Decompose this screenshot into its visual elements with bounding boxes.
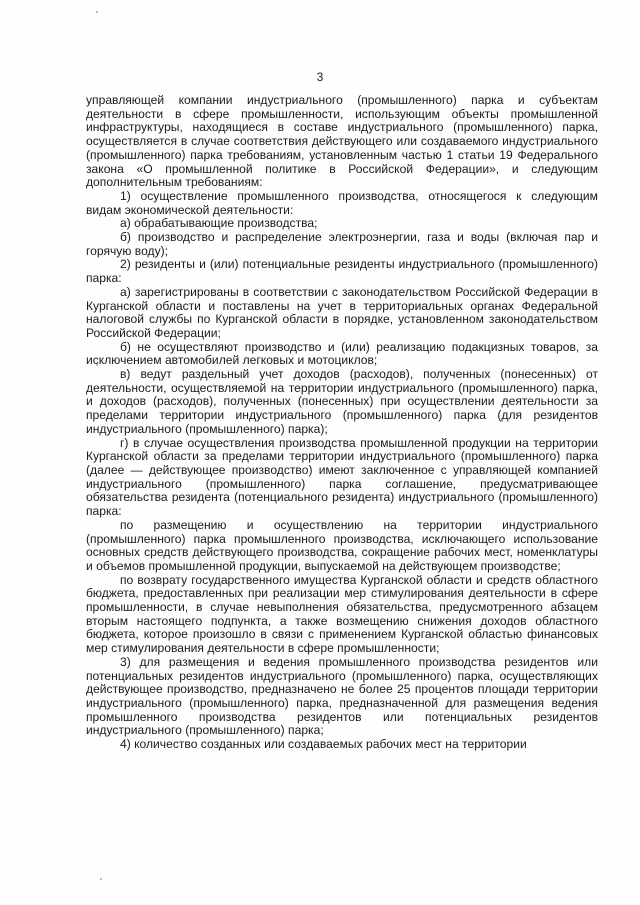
- scan-speck: [96, 11, 98, 13]
- paragraph-item-4: 4) количество созданных или создаваемых рабочих мест на территории: [120, 737, 527, 752]
- paragraph-item-2g: г) в случае осуществления производства промышленной продукции на территории Курганской области за пределами территории индустриального (промышленного) парка (далее — действующее производство) имеют заключенное с управляющей компанией индустриального (промышленного) парка соглашение, предусматривающее обязательства резидента (потенциального резидента) индустриального (промышленного) парка:: [86, 435, 598, 519]
- paragraph-item-2v: в) ведут раздельный учет доходов (расходов), полученных (понесенных) от деятельности, осуществляемой на территории индустриального (промышленного) парка, и доходов (расходов), полученных (понесенных) при осуществлении деятельности за пределами территории индустриального (промышленного) парка (для резидентов индустриального (промышленного) парка);: [86, 367, 598, 436]
- paragraph-item-1b: б) производство и распределение электроэнергии, газа и воды (включая пар и горячую воду);: [86, 230, 598, 258]
- paragraph-item-2b: б) не осуществляют производство и (или) реализацию подакцизных товаров, за исключением автомобилей легковых и мотоциклов;: [86, 339, 598, 368]
- paragraph-item-1: 1) осуществление промышленного производства, относящегося к следующим видам экономической деятельности:: [86, 188, 598, 217]
- paragraph-item-2a: а) зарегистрированы в соответствии с законодательством Российской Федерации в Курганской области и поставлены на учет в территориальных органах Федеральной налоговой службы по Курганской области в порядке, установленном законодательством Российской Федерации;: [86, 284, 598, 340]
- document-body: [86, 94, 598, 752]
- paragraph-item-2g-placement: по размещению и осуществлению на территории индустриального (промышленного) парка промышленного производства, исключающего использование основных средств действующего производства, сокращение рабочих мест, номенклатуры и объемов промышленной продукции, выпускаемой на действующем производстве;: [86, 517, 598, 573]
- paragraph-item-3: 3) для размещения и ведения промышленного производства резидентов или потенциальных резидентов индустриального (промышленного) парка, осуществляющих действующее производство, предназначено не более 25 процентов площади территории индустриального (промышленного) парка, предназначенной для размещения ведения промышленного производства резидентов или потенциальных резидентов индустриального (промышленного) парка;: [86, 654, 598, 738]
- page-number: 3: [316, 70, 324, 84]
- paragraph-item-2g-return: по возврату государственного имущества Курганской области и средств областного бюджета, предоставленных при реализации мер стимулирования деятельности в сфере промышленности, в случае невыполнения обязательства, предусмотренного абзацем вторым настоящего подпункта, а также возмещению снижения доходов областного бюджета, которое произошло в связи с применением Курганской областью финансовых мер стимулирования деятельности в сфере промышленности;: [86, 572, 598, 656]
- paragraph-item-2: 2) резиденты и (или) потенциальные резиденты индустриального (промышленного) парка:: [86, 257, 598, 286]
- paragraph-item-1a: а) обрабатывающие производства;: [120, 216, 318, 231]
- paragraph-intro: управляющей компании индустриального (промышленного) парка и субъектам деятельности в сфере промышленности, использующим объекты промышленной инфраструктуры, находящиеся в составе индустриального (промышленного) парка, осуществляется в случае соответствия действующего или создаваемого индустриального (промышленного) парка требованиям, установленным частью 1 статьи 19 Федерального закона «О промышленной политике в Российской Федерации», и следующим дополнительным требованиям:: [86, 93, 598, 190]
- scan-speck: [100, 878, 102, 880]
